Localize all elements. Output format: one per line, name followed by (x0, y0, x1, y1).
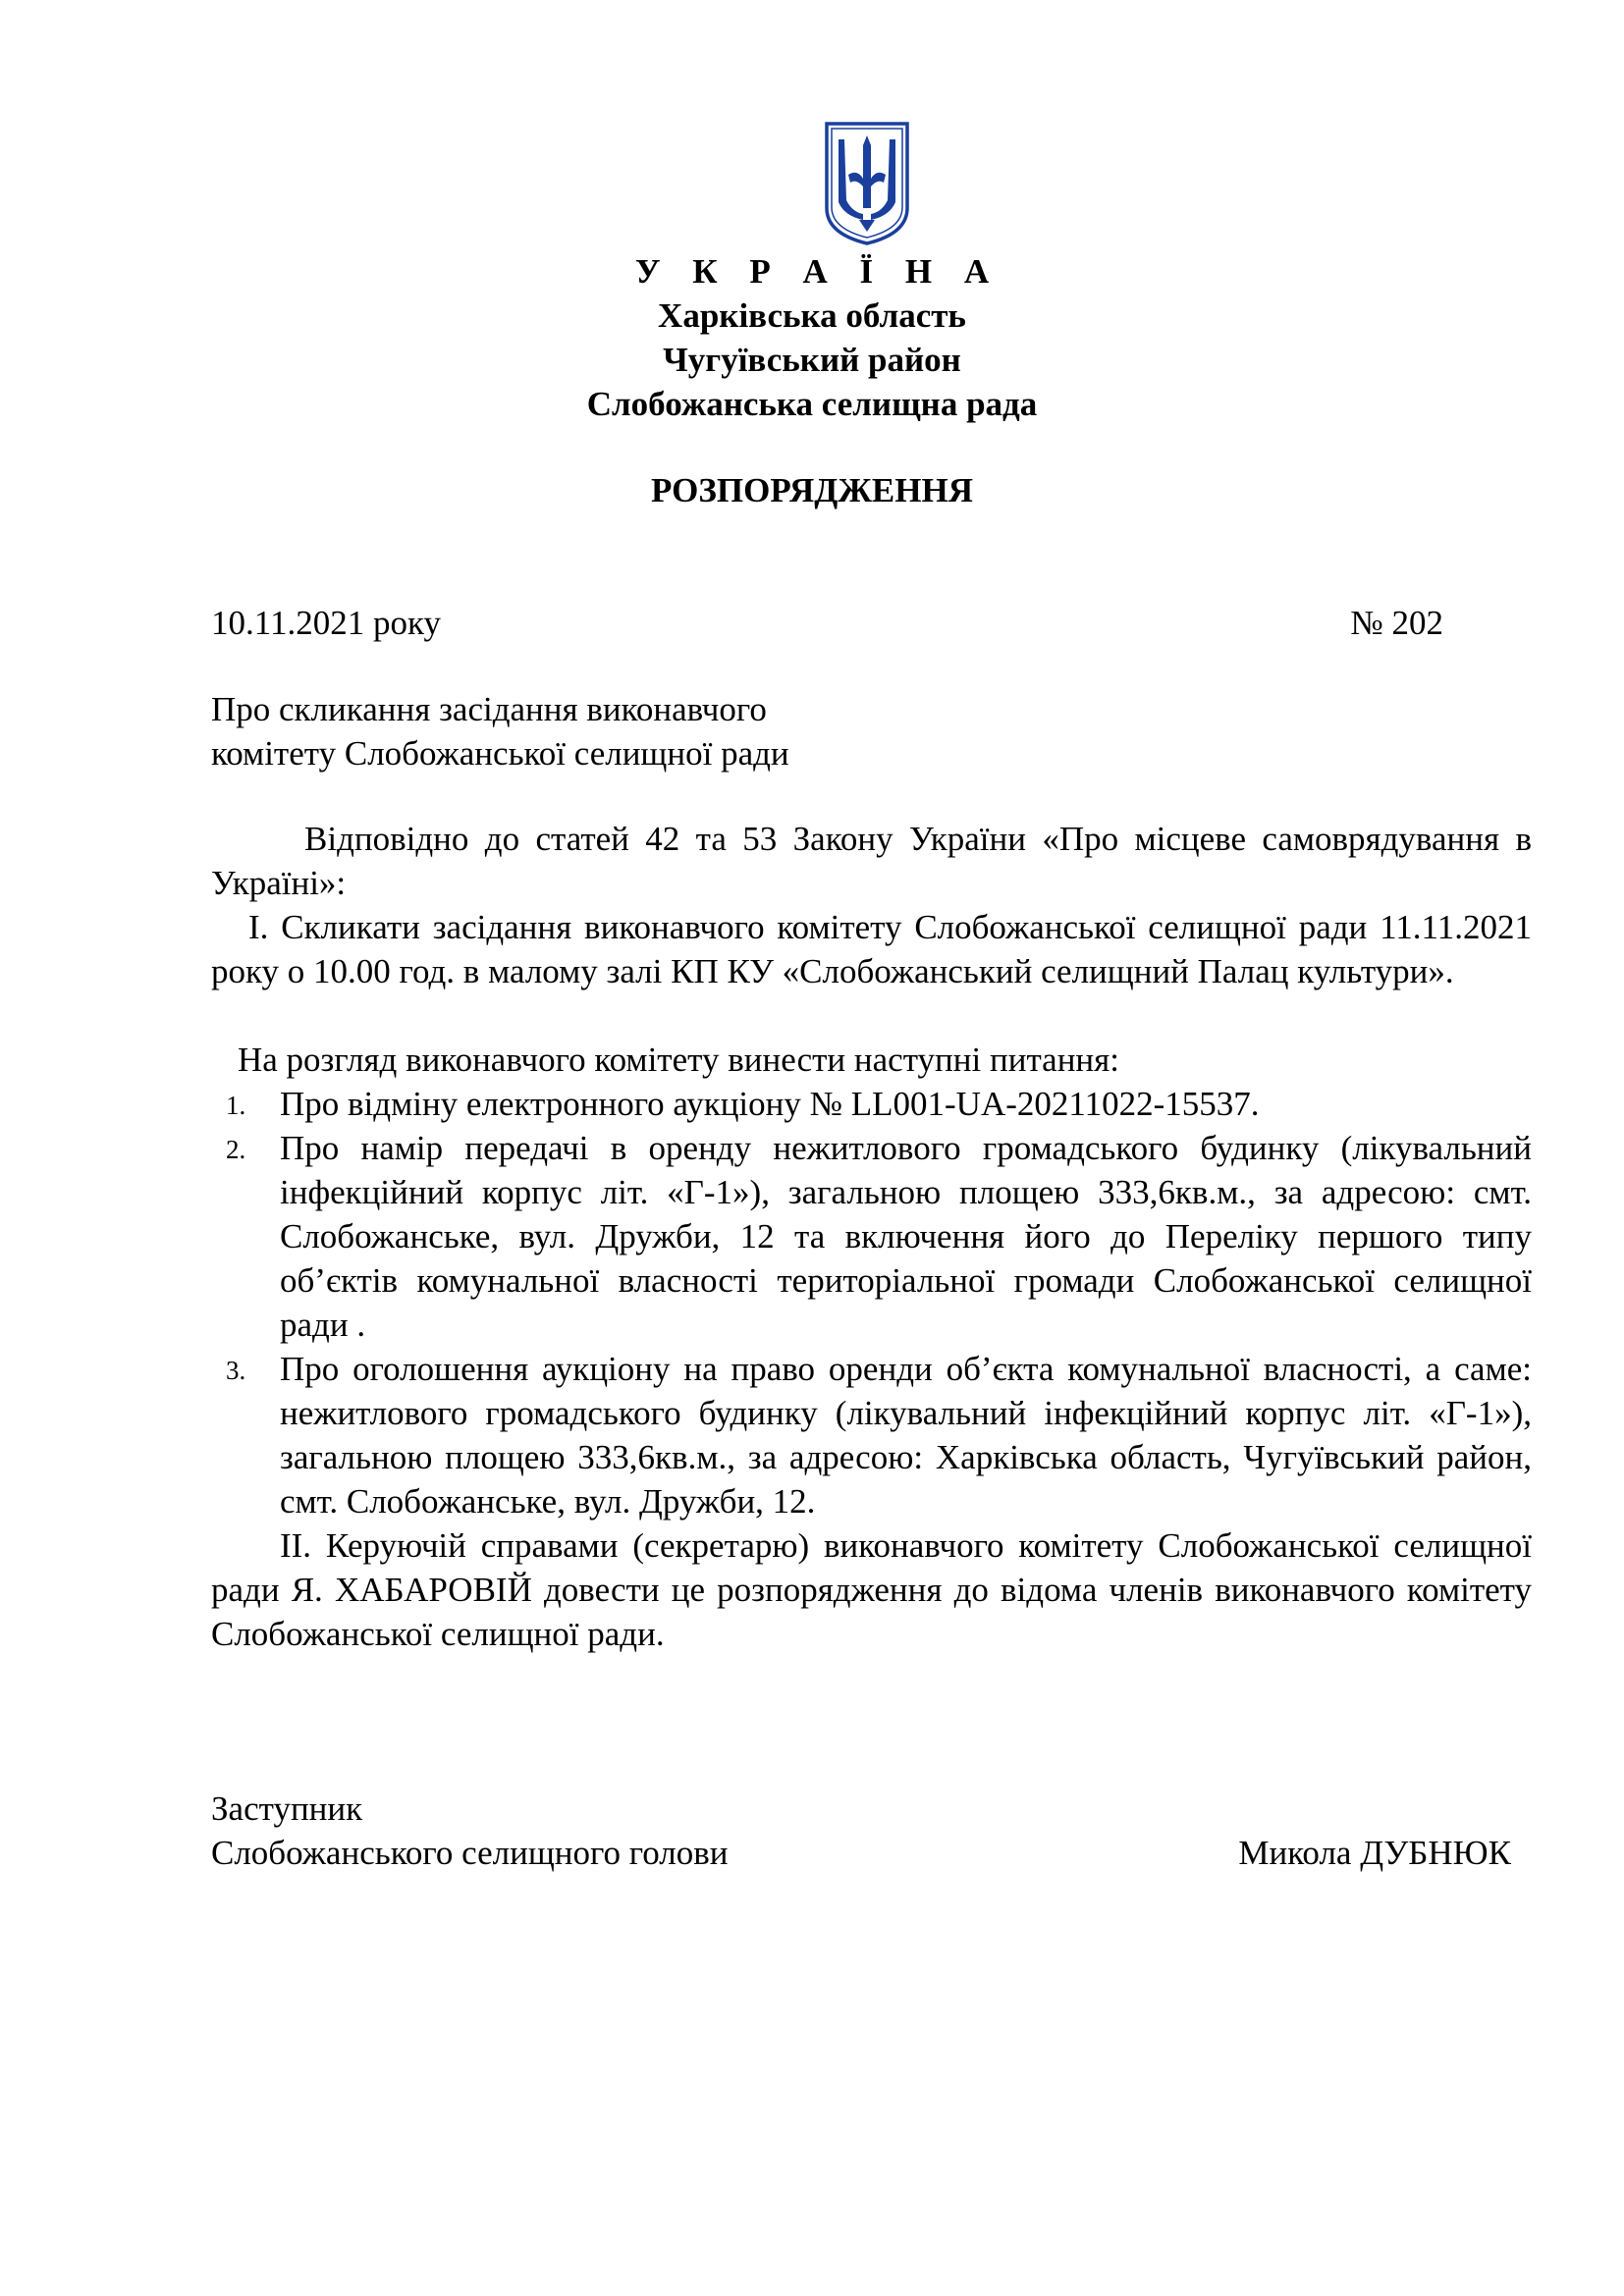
items-heading: На розгляд виконавчого комітету винести наступні питання: (238, 1041, 1119, 1079)
oblast-heading: Харківська область (658, 296, 966, 335)
council-heading: Слобожанська селищна рада (586, 385, 1038, 423)
subject-line-1: Про скликання засідання виконавчого (211, 690, 767, 728)
list-item-number: 1. (226, 1091, 246, 1120)
list-item-text: Про намір передачі в оренду нежитлового громадського будинку (лікувальний інфекційний корпус літ. «Г-1»), загальною площею 333,6кв.м., за адресою: смт. Слобожанське, вул. Дружби, 12 та включення його до Переліку першого типу об’єктів комунальної власності територіальної громади Слобожанської селищної ради . (280, 1129, 1532, 1344)
list-item-number: 3. (226, 1356, 246, 1385)
list-item-text: Про відміну електронного аукціону № LL001-UA-20211022-15537. (280, 1085, 1260, 1123)
document-title: РОЗПОРЯДЖЕННЯ (651, 471, 973, 509)
list-item-text: Про оголошення аукціону на право оренди об’єкта комунальної власності, а саме: нежитлового громадського будинку (лікувальний інфекційний корпус літ. «Г-1»), загальною площею 333,6кв.м., за адресою: Харківська область, Чугуївський район, смт. Слобожанське, вул. Дружби, 12. (280, 1350, 1532, 1521)
subject-line-2: комітету Слобожанської селищної ради (211, 734, 789, 773)
document-number: № 202 (1350, 604, 1443, 642)
signatory-position-line-1: Заступник (211, 1789, 363, 1828)
document-subject (211, 687, 789, 775)
signatory-position-line-2: Слобожанського селищного голови (211, 1834, 729, 1872)
list-item-number: 2. (226, 1135, 246, 1164)
intro-paragraph: Відповідно до статей 42 та 53 Закону України «Про місцеве самоврядування в Україні»: (211, 820, 1532, 902)
section-one-paragraph: І. Скликати засідання виконавчого комітету Слобожанської селищної ради 11.11.2021 року о 10.00 год. в малому залі КП КУ «Слобожанський селищний Палац культури». (211, 908, 1532, 990)
signatory-position (211, 1787, 729, 1875)
signatory-name: Микола ДУБНЮК (1238, 1834, 1511, 1872)
section-two-paragraph: ІІ. Керуючій справами (секретарю) виконавчого комітету Слобожанської селищної ради Я. ХАБАРОВІЙ довести це розпорядження до відома членів виконавчого комітету Слобожанської селищної ради. (211, 1526, 1532, 1653)
document-date: 10.11.2021 року (211, 604, 441, 642)
raion-heading: Чугуївський район (663, 341, 961, 379)
country-heading: У К Р А Ї Н А (634, 252, 1001, 291)
trident-emblem-icon (823, 118, 911, 247)
